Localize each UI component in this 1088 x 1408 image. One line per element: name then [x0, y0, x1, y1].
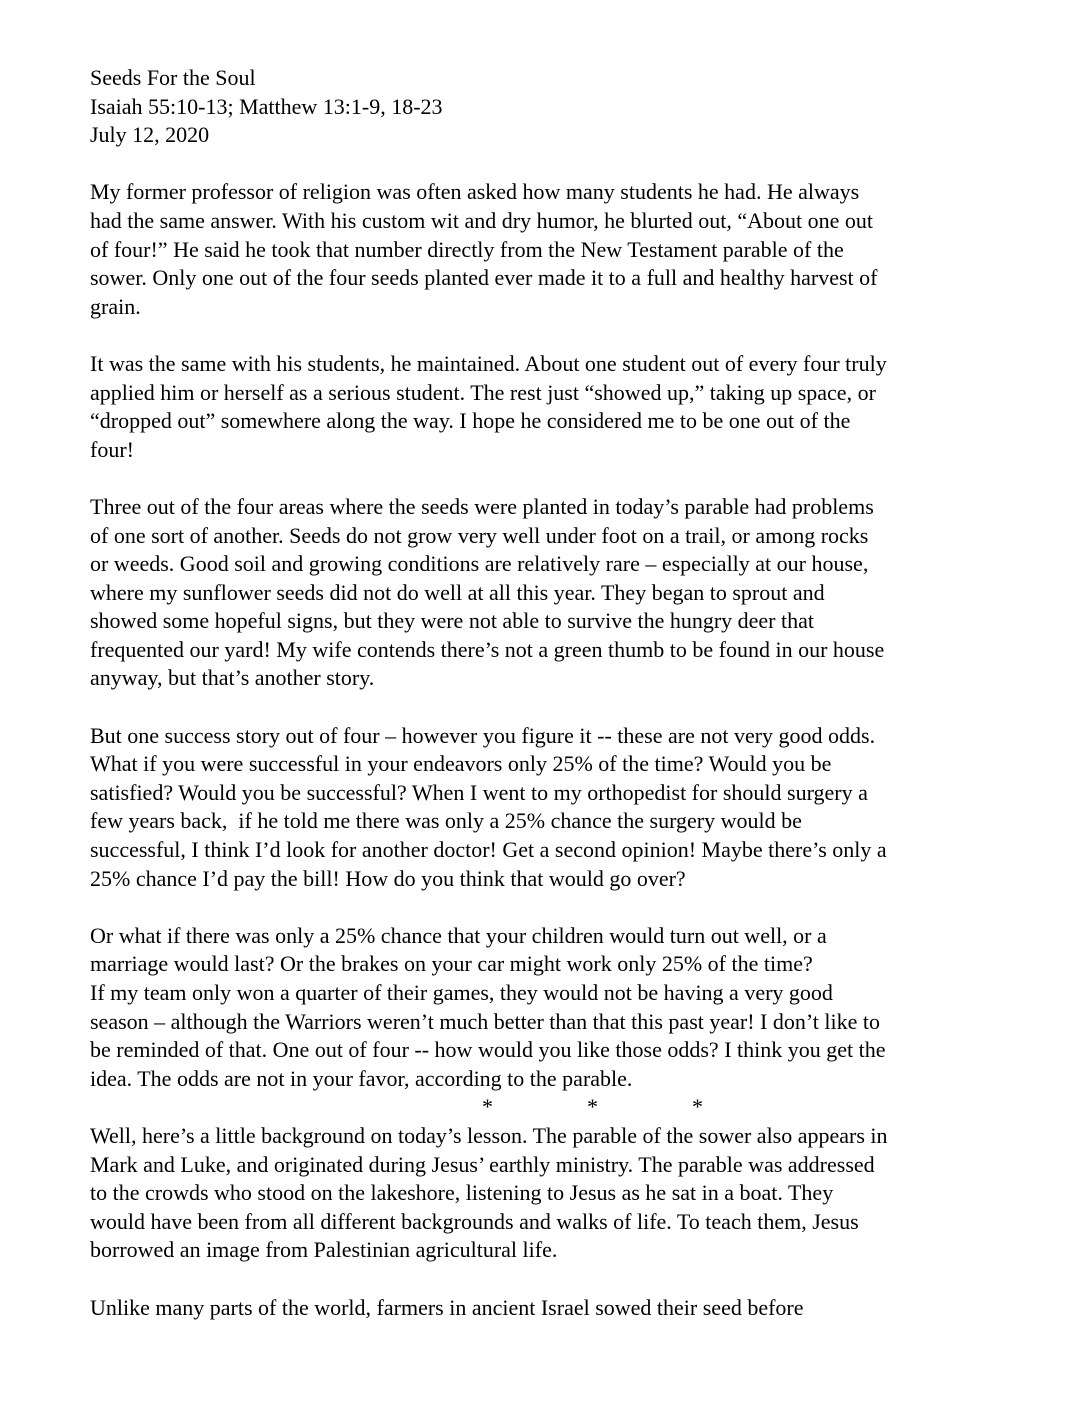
scripture-reference: Isaiah 55:10-13; Matthew 13:1-9, 18-23 [90, 93, 443, 119]
paragraph-gap [90, 150, 1010, 179]
text-line: idea. The odds are not in your favor, according to the parable. [90, 1065, 633, 1091]
text-line: showed some hopeful signs, but they were not able to survive the hungry deer that [90, 608, 815, 634]
text-line: to the crowds who stood on the lakeshore, listening to Jesus as he sat in a boat. They [90, 1180, 834, 1206]
text-line: of one sort of another. Seeds do not grow very well under foot on a trail, or among rocks [90, 522, 869, 548]
document-header [90, 64, 1010, 150]
sermon-body [90, 178, 1010, 1093]
text-line: If my team only won a quarter of their games, they would not be having a very good [90, 980, 833, 1005]
paragraph [90, 722, 1010, 894]
text-line: But one success story out of four – however you figure it -- these are not very good odds. [90, 722, 876, 748]
text-line: Or what if there was only a 25% chance that your children would turn out well, or a [90, 922, 827, 948]
text-line: borrowed an image from Palestinian agricultural life. [90, 1237, 558, 1263]
text-line: sower. Only one out of the four seeds planted ever made it to a full and healthy harvest of [90, 265, 878, 291]
text-line: What if you were successful in your endeavors only 25% of the time? Would you be [90, 751, 832, 777]
paragraph [90, 493, 1010, 693]
text-line: where my sunflower seeds did not do well at all this year. They began to sprout and [90, 579, 825, 605]
text-line: Three out of the four areas where the seeds were planted in today’s parable had problems [90, 493, 874, 519]
paragraph-gap [90, 1265, 1010, 1294]
sermon-title: Seeds For the Soul [90, 65, 256, 90]
text-line: would have been from all different backgrounds and walks of life. To teach them, Jesus [90, 1208, 859, 1234]
sermon-date: July 12, 2020 [90, 122, 210, 148]
text-line: or weeds. Good soil and growing conditions are relatively rare – especially at our house, [90, 551, 869, 577]
paragraph-gap [90, 893, 1010, 922]
text-line: satisfied? Would you be successful? When I went to my orthopedist for should surgery a [90, 779, 868, 805]
section-separator: * * * [482, 1094, 703, 1120]
document-page [90, 64, 1010, 1322]
paragraph [90, 350, 1010, 464]
paragraph [90, 922, 1010, 1094]
paragraph-gap [90, 693, 1010, 722]
text-line: applied him or herself as a serious student. The rest just “showed up,” taking up space, or [90, 379, 876, 405]
text-line: four! [90, 436, 134, 462]
paragraph [90, 1122, 1010, 1265]
sermon-body-continued [90, 1122, 1010, 1322]
text-line: “dropped out” somewhere along the way. I hope he considered me to be one out of the [90, 408, 851, 434]
text-line: be reminded of that. One out of four -- how would you like those odds? I think you get the [90, 1037, 886, 1063]
text-line: grain. [90, 293, 141, 319]
text-line: of four!” He said he took that number directly from the New Testament parable of the [90, 236, 844, 262]
paragraph-gap [90, 321, 1010, 350]
text-line: It was the same with his students, he maintained. About one student out of every four truly [90, 350, 887, 376]
text-line: My former professor of religion was often asked how many students he had. He always [90, 179, 860, 205]
text-line: few years back, if he told me there was only a 25% chance the surgery would be [90, 808, 802, 834]
text-line: anyway, but that’s another story. [90, 665, 375, 691]
paragraph-gap [90, 464, 1010, 493]
text-line: season – although the Warriors weren’t much better than that this past year! I don’t like to [90, 1008, 881, 1034]
paragraph [90, 178, 1010, 321]
text-line: Unlike many parts of the world, farmers in ancient Israel sowed their seed before [90, 1294, 804, 1320]
text-line: Well, here’s a little background on today’s lesson. The parable of the sower also appears in [90, 1122, 888, 1148]
text-line: Mark and Luke, and originated during Jesus’ earthly ministry. The parable was addressed [90, 1151, 875, 1177]
text-line: frequented our yard! My wife contends there’s not a green thumb to be found in our house [90, 636, 885, 662]
text-line: successful, I think I’d look for another doctor! Get a second opinion! Maybe there’s only a [90, 837, 887, 863]
paragraph [90, 1294, 1010, 1323]
text-line: had the same answer. With his custom wit and dry humor, he blurted out, “About one out [90, 207, 873, 233]
text-line: 25% chance I’d pay the bill! How do you think that would go over? [90, 865, 686, 891]
text-line: marriage would last? Or the brakes on your car might work only 25% of the time? [90, 951, 813, 977]
